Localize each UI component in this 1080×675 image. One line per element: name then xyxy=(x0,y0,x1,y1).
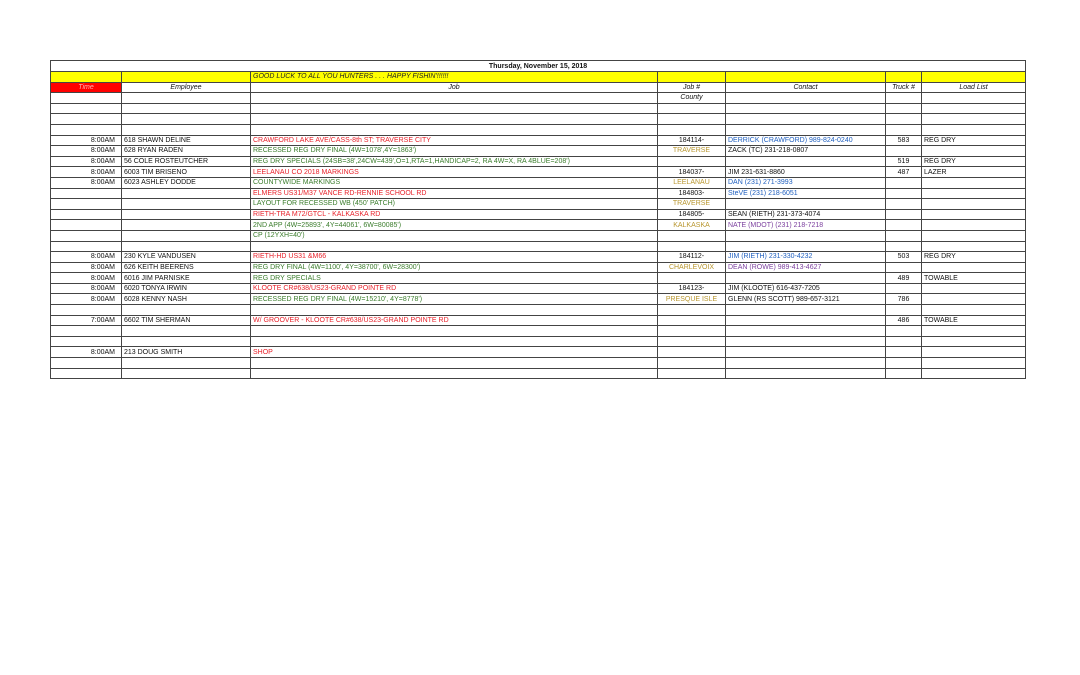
truck-cell xyxy=(886,124,922,135)
load-list-cell xyxy=(922,209,1026,220)
employee-cell xyxy=(122,124,251,135)
contact-cell xyxy=(726,347,886,358)
time-cell xyxy=(51,114,122,125)
job-number-cell: CHARLEVOIX xyxy=(658,262,726,273)
truck-cell xyxy=(886,262,922,273)
job-number-cell: 184114- xyxy=(658,135,726,146)
contact-cell: SEAN (RIETH) 231-373-4074 xyxy=(726,209,886,220)
load-list-cell xyxy=(922,262,1026,273)
time-cell xyxy=(51,368,122,379)
employee-cell: 6020 TONYA IRWIN xyxy=(122,283,251,294)
time-cell: 8:00AM xyxy=(51,262,122,273)
job-cell xyxy=(251,124,658,135)
job-number-cell: 184123- xyxy=(658,283,726,294)
job-number-cell: PRESQUE ISLE xyxy=(658,294,726,305)
job-cell xyxy=(251,358,658,369)
contact-cell xyxy=(726,230,886,241)
truck-cell xyxy=(886,103,922,114)
employee-cell xyxy=(122,241,251,252)
schedule-sheet xyxy=(50,60,1025,379)
job-number-cell xyxy=(658,368,726,379)
table-row xyxy=(51,167,1026,178)
load-list-cell xyxy=(922,199,1026,210)
employee-cell xyxy=(122,358,251,369)
contact-cell xyxy=(726,315,886,326)
employee-cell xyxy=(122,336,251,347)
time-cell: 8:00AM xyxy=(51,146,122,157)
time-cell: 8:00AM xyxy=(51,252,122,263)
time-cell xyxy=(51,188,122,199)
job-number-cell xyxy=(658,114,726,125)
contact-cell xyxy=(726,114,886,125)
time-cell: 8:00AM xyxy=(51,283,122,294)
job-cell xyxy=(251,103,658,114)
employee-cell xyxy=(122,230,251,241)
schedule-rows xyxy=(51,103,1026,378)
header-truck: Truck # xyxy=(886,82,922,93)
job-number-cell xyxy=(658,315,726,326)
date-row xyxy=(51,61,1026,72)
truck-cell xyxy=(886,114,922,125)
job-number-cell: 184037- xyxy=(658,167,726,178)
load-list-cell: REG DRY xyxy=(922,156,1026,167)
header-load-list: Load List xyxy=(922,82,1026,93)
employee-cell: 628 RYAN RADEN xyxy=(122,146,251,157)
sheet-date: Thursday, November 15, 2018 xyxy=(51,61,1026,72)
table-row xyxy=(51,220,1026,231)
time-cell: 8:00AM xyxy=(51,167,122,178)
contact-cell: ZACK (TC) 231-218-0807 xyxy=(726,146,886,157)
time-cell xyxy=(51,103,122,114)
contact-cell xyxy=(726,336,886,347)
table-row xyxy=(51,241,1026,252)
job-cell: COUNTYWIDE MARKINGS xyxy=(251,177,658,188)
truck-cell: 486 xyxy=(886,315,922,326)
table-row xyxy=(51,336,1026,347)
contact-cell: JIM (KLOOTE) 616-437-7205 xyxy=(726,283,886,294)
contact-cell: NATE (MDOT) (231) 218-7218 xyxy=(726,220,886,231)
job-number-cell: LEELANAU xyxy=(658,177,726,188)
time-cell: 8:00AM xyxy=(51,135,122,146)
truck-cell xyxy=(886,146,922,157)
contact-cell xyxy=(726,305,886,316)
job-number-cell: 184805- xyxy=(658,209,726,220)
time-cell xyxy=(51,305,122,316)
employee-cell: 56 COLE ROSTEUTCHER xyxy=(122,156,251,167)
header-contact: Contact xyxy=(726,82,886,93)
employee-cell: 213 DOUG SMITH xyxy=(122,347,251,358)
job-cell: LAYOUT FOR RECESSED WB (450' PATCH) xyxy=(251,199,658,210)
job-cell xyxy=(251,241,658,252)
time-cell xyxy=(51,209,122,220)
load-list-cell xyxy=(922,220,1026,231)
table-row xyxy=(51,177,1026,188)
job-cell: REG DRY FINAL (4W=1100', 4Y=38700', 6W=28300') xyxy=(251,262,658,273)
job-number-cell xyxy=(658,103,726,114)
table-row xyxy=(51,252,1026,263)
truck-cell: 503 xyxy=(886,252,922,263)
employee-cell: 626 KEITH BEERENS xyxy=(122,262,251,273)
contact-cell xyxy=(726,358,886,369)
load-list-cell xyxy=(922,241,1026,252)
job-number-cell xyxy=(658,124,726,135)
job-cell: ELMERS US31/M37 VANCE RD-RENNIE SCHOOL RD xyxy=(251,188,658,199)
table-row xyxy=(51,273,1026,284)
header-row xyxy=(51,82,1026,93)
employee-cell: 6028 KENNY NASH xyxy=(122,294,251,305)
job-cell: 2ND APP (4W=25893', 4Y=44061', 6W=80085') xyxy=(251,220,658,231)
contact-cell xyxy=(726,368,886,379)
job-number-cell xyxy=(658,273,726,284)
employee-cell xyxy=(122,326,251,337)
message-row xyxy=(51,72,1026,83)
load-list-cell xyxy=(922,305,1026,316)
time-cell: 8:00AM xyxy=(51,294,122,305)
time-cell xyxy=(51,230,122,241)
load-list-cell xyxy=(922,358,1026,369)
job-cell: CP (12YXH=40') xyxy=(251,230,658,241)
employee-cell xyxy=(122,220,251,231)
truck-cell xyxy=(886,199,922,210)
employee-cell: 6602 TIM SHERMAN xyxy=(122,315,251,326)
job-cell: RECESSED REG DRY FINAL (4W=1078',4Y=1863') xyxy=(251,146,658,157)
job-number-cell xyxy=(658,326,726,337)
contact-cell xyxy=(726,273,886,284)
contact-cell: DAN (231) 271-3993 xyxy=(726,177,886,188)
employee-cell: 6016 JIM PARNISKE xyxy=(122,273,251,284)
contact-cell xyxy=(726,326,886,337)
employee-cell xyxy=(122,114,251,125)
truck-cell xyxy=(886,368,922,379)
header-county: County xyxy=(658,93,726,104)
table-row xyxy=(51,103,1026,114)
employee-cell: 6023 ASHLEY DODDE xyxy=(122,177,251,188)
load-list-cell xyxy=(922,188,1026,199)
table-row xyxy=(51,114,1026,125)
truck-cell xyxy=(886,283,922,294)
load-list-cell xyxy=(922,368,1026,379)
job-number-cell xyxy=(658,241,726,252)
job-number-cell xyxy=(658,358,726,369)
time-cell xyxy=(51,358,122,369)
job-number-cell: TRAVERSE xyxy=(658,146,726,157)
table-row xyxy=(51,358,1026,369)
employee-cell: 6003 TIM BRISENO xyxy=(122,167,251,178)
load-list-cell xyxy=(922,283,1026,294)
truck-cell xyxy=(886,220,922,231)
employee-cell xyxy=(122,368,251,379)
contact-cell: DEAN (ROWE) 989-413-4627 xyxy=(726,262,886,273)
table-row xyxy=(51,199,1026,210)
job-number-cell: 184803- xyxy=(658,188,726,199)
contact-cell: GLENN (RS SCOTT) 989-657-3121 xyxy=(726,294,886,305)
table-row xyxy=(51,294,1026,305)
job-number-cell: TRAVERSE xyxy=(658,199,726,210)
load-list-cell xyxy=(922,124,1026,135)
header-job: Job xyxy=(251,82,658,93)
header-time: Time xyxy=(51,82,122,93)
header-job-number: Job # xyxy=(658,82,726,93)
job-cell xyxy=(251,326,658,337)
job-cell: LEELANAU CO 2018 MARKINGS xyxy=(251,167,658,178)
contact-cell: SteVE (231) 218-6051 xyxy=(726,188,886,199)
table-row xyxy=(51,315,1026,326)
table-row xyxy=(51,230,1026,241)
load-list-cell: TOWABLE xyxy=(922,273,1026,284)
truck-cell xyxy=(886,209,922,220)
job-cell: RECESSED REG DRY FINAL (4W=15210', 4Y=8778') xyxy=(251,294,658,305)
table-row xyxy=(51,347,1026,358)
truck-cell: 519 xyxy=(886,156,922,167)
time-cell: 8:00AM xyxy=(51,156,122,167)
load-list-cell xyxy=(922,336,1026,347)
truck-cell xyxy=(886,326,922,337)
load-list-cell xyxy=(922,294,1026,305)
contact-cell: JIM (RIETH) 231-330-4232 xyxy=(726,252,886,263)
job-cell xyxy=(251,336,658,347)
load-list-cell: REG DRY xyxy=(922,135,1026,146)
load-list-cell: LAZER xyxy=(922,167,1026,178)
job-cell: CRAWFORD LAKE AVE/CASS-8th ST; TRAVERSE CITY xyxy=(251,135,658,146)
load-list-cell xyxy=(922,103,1026,114)
truck-cell xyxy=(886,241,922,252)
job-number-cell xyxy=(658,336,726,347)
employee-cell xyxy=(122,305,251,316)
job-cell: SHOP xyxy=(251,347,658,358)
table-row xyxy=(51,305,1026,316)
load-list-cell: REG DRY xyxy=(922,252,1026,263)
job-number-cell xyxy=(658,230,726,241)
table-row xyxy=(51,188,1026,199)
contact-cell xyxy=(726,199,886,210)
table-row xyxy=(51,209,1026,220)
load-list-cell xyxy=(922,114,1026,125)
load-list-cell xyxy=(922,326,1026,337)
time-cell xyxy=(51,336,122,347)
truck-cell: 489 xyxy=(886,273,922,284)
table-row xyxy=(51,368,1026,379)
job-cell xyxy=(251,114,658,125)
job-cell xyxy=(251,305,658,316)
job-cell: RIETH-TRA M72/GTCL - KALKASKA RD xyxy=(251,209,658,220)
job-cell: REG DRY SPECIALS xyxy=(251,273,658,284)
table-row xyxy=(51,156,1026,167)
load-list-cell xyxy=(922,146,1026,157)
table-row xyxy=(51,283,1026,294)
time-cell xyxy=(51,199,122,210)
job-cell: RIETH-HD US31 &M66 xyxy=(251,252,658,263)
job-number-cell xyxy=(658,305,726,316)
header-employee: Employee xyxy=(122,82,251,93)
table-row xyxy=(51,124,1026,135)
truck-cell xyxy=(886,188,922,199)
table-row xyxy=(51,146,1026,157)
time-cell xyxy=(51,326,122,337)
job-cell: W/ GROOVER - KLOOTE CR#638/US23-GRAND POINTE RD xyxy=(251,315,658,326)
employee-cell xyxy=(122,209,251,220)
employee-cell xyxy=(122,199,251,210)
time-cell: 8:00AM xyxy=(51,177,122,188)
truck-cell: 487 xyxy=(886,167,922,178)
truck-cell xyxy=(886,347,922,358)
table-row xyxy=(51,326,1026,337)
job-cell: REG DRY SPECIALS (24SB=38',24CW=439',O=1,RTA=1,HANDICAP=2, RA 4W=X, RA 4BLUE=208') xyxy=(251,156,658,167)
time-cell xyxy=(51,241,122,252)
load-list-cell: TOWABLE xyxy=(922,315,1026,326)
job-number-cell: 184112- xyxy=(658,252,726,263)
time-cell xyxy=(51,124,122,135)
time-cell: 7:00AM xyxy=(51,315,122,326)
truck-cell xyxy=(886,177,922,188)
truck-cell xyxy=(886,305,922,316)
contact-cell xyxy=(726,124,886,135)
header-row-county xyxy=(51,93,1026,104)
contact-cell xyxy=(726,156,886,167)
load-list-cell xyxy=(922,230,1026,241)
job-number-cell xyxy=(658,347,726,358)
truck-cell: 583 xyxy=(886,135,922,146)
truck-cell xyxy=(886,230,922,241)
employee-cell: 618 SHAWN DELINE xyxy=(122,135,251,146)
truck-cell xyxy=(886,358,922,369)
time-cell xyxy=(51,220,122,231)
job-number-cell xyxy=(658,156,726,167)
employee-cell: 230 KYLE VANDUSEN xyxy=(122,252,251,263)
table-row xyxy=(51,262,1026,273)
employee-cell xyxy=(122,103,251,114)
job-number-cell: KALKASKA xyxy=(658,220,726,231)
load-list-cell xyxy=(922,177,1026,188)
time-cell: 8:00AM xyxy=(51,273,122,284)
table-row xyxy=(51,135,1026,146)
contact-cell: DERRICK (CRAWFORD) 989-824-0240 xyxy=(726,135,886,146)
time-cell: 8:00AM xyxy=(51,347,122,358)
contact-cell xyxy=(726,241,886,252)
job-cell: KLOOTE CR#638/US23-GRAND POINTE RD xyxy=(251,283,658,294)
job-cell xyxy=(251,368,658,379)
truck-cell xyxy=(886,336,922,347)
contact-cell xyxy=(726,103,886,114)
hunters-message: GOOD LUCK TO ALL YOU HUNTERS . . . HAPPY FISHIN'!!!!!! xyxy=(251,72,658,83)
employee-cell xyxy=(122,188,251,199)
schedule-table xyxy=(50,60,1026,379)
load-list-cell xyxy=(922,347,1026,358)
truck-cell: 786 xyxy=(886,294,922,305)
contact-cell: JIM 231-631-8860 xyxy=(726,167,886,178)
